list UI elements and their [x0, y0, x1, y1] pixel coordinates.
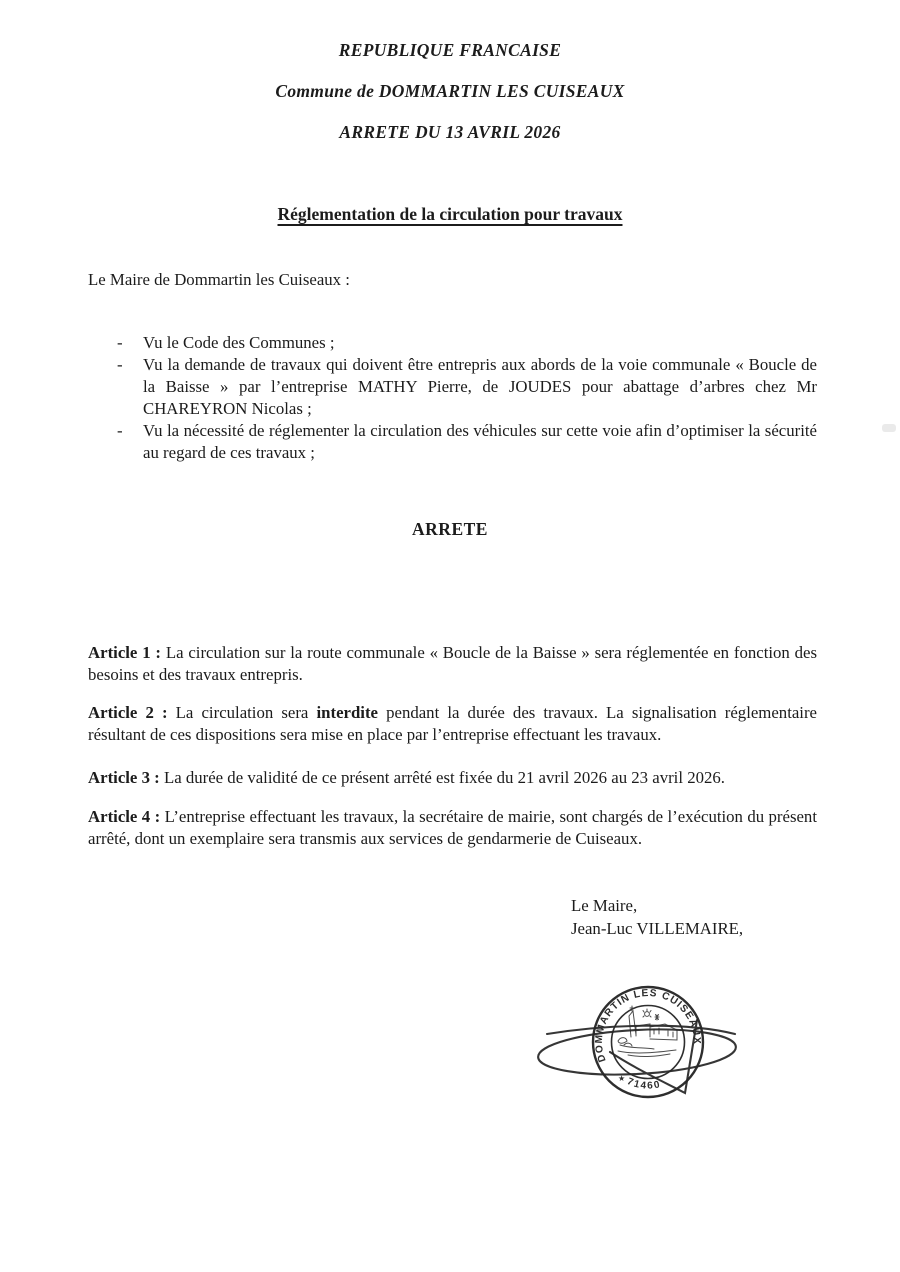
- article-1-body: La circulation sur la route communale « Boucle de la Baisse » sera réglementée en fonction des besoins et des travaux entrepris.: [88, 642, 817, 684]
- considerations-list: [115, 332, 817, 463]
- article-1: [88, 642, 817, 686]
- header-commune: Commune de DOMMARTIN LES CUISEAUX: [275, 81, 625, 101]
- signatory-name: Jean-Luc VILLEMAIRE,: [571, 918, 744, 938]
- subject-title: [0, 204, 900, 225]
- stamp-ring-label: DOMMARTIN LES CUISEAUX: [593, 987, 703, 1064]
- signatory-title: Le Maire,: [571, 896, 638, 915]
- article-2-bold-word: interdite: [316, 702, 378, 722]
- stamp-star-icon: ★: [618, 1074, 626, 1083]
- stamp-postal-code: 71460: [625, 1076, 663, 1092]
- consideration-text: Vu la nécessité de réglementer la circulation des véhicules sur cette voie afin d’optimiser la sécurité au regard de ces travaux ;: [143, 420, 817, 462]
- article-4-body: L’entreprise effectuant les travaux, la secrétaire de mairie, sont chargés de l’exécution du présent arrêté, dont un exemplaire sera transmis aux services de gendarmerie de Cuiseaux.: [88, 806, 817, 848]
- article-2-label: Article 2 :: [88, 702, 168, 722]
- consideration-text: Vu le Code des Communes ;: [143, 333, 335, 352]
- article-4-label: Article 4 :: [88, 806, 161, 826]
- article-2-body-post: pendant la durée des travaux. La signalisation réglementaire résultant de ces dispositions sera mise en place par l’entreprise effectuant les travaux.: [88, 702, 818, 744]
- dash-bullet: -: [117, 420, 123, 440]
- article-3: [88, 767, 817, 789]
- salutation-line: Le Maire de Dommartin les Cuiseaux :: [88, 270, 350, 289]
- article-2: [88, 702, 817, 746]
- signature-block: [571, 895, 743, 940]
- consideration-item: [115, 332, 817, 354]
- subject-title-text: Réglementation de la circulation pour travaux: [277, 204, 623, 224]
- dash-bullet: -: [117, 333, 123, 352]
- article-2-body-pre: La circulation sera: [167, 702, 317, 722]
- header-republic: REPUBLIQUE FRANCAISE: [338, 40, 562, 60]
- header-decree-date: ARRETE DU 13 AVRIL 2026: [339, 122, 561, 142]
- article-3-label: Article 3 :: [88, 767, 160, 787]
- scan-smudge: [882, 424, 896, 432]
- municipal-stamp: [528, 972, 768, 1112]
- consideration-item: [115, 354, 817, 420]
- article-1-label: Article 1 :: [88, 642, 161, 662]
- dash-bullet: -: [117, 354, 123, 374]
- decree-heading: ARRETE: [412, 519, 488, 539]
- consideration-item: [115, 420, 817, 464]
- consideration-text: Vu la demande de travaux qui doivent être entrepris aux abords de la voie communale « Boucle de la Baisse » par l’entreprise MATHY Pierre, de JOUDES pour abattage d’arbres chez Mr CHAREYRON Nicolas ;: [143, 354, 817, 418]
- article-4: [88, 806, 817, 850]
- article-3-body: La durée de validité de ce présent arrêté est fixée du 21 avril 2026 au 23 avril 2026.: [159, 767, 725, 787]
